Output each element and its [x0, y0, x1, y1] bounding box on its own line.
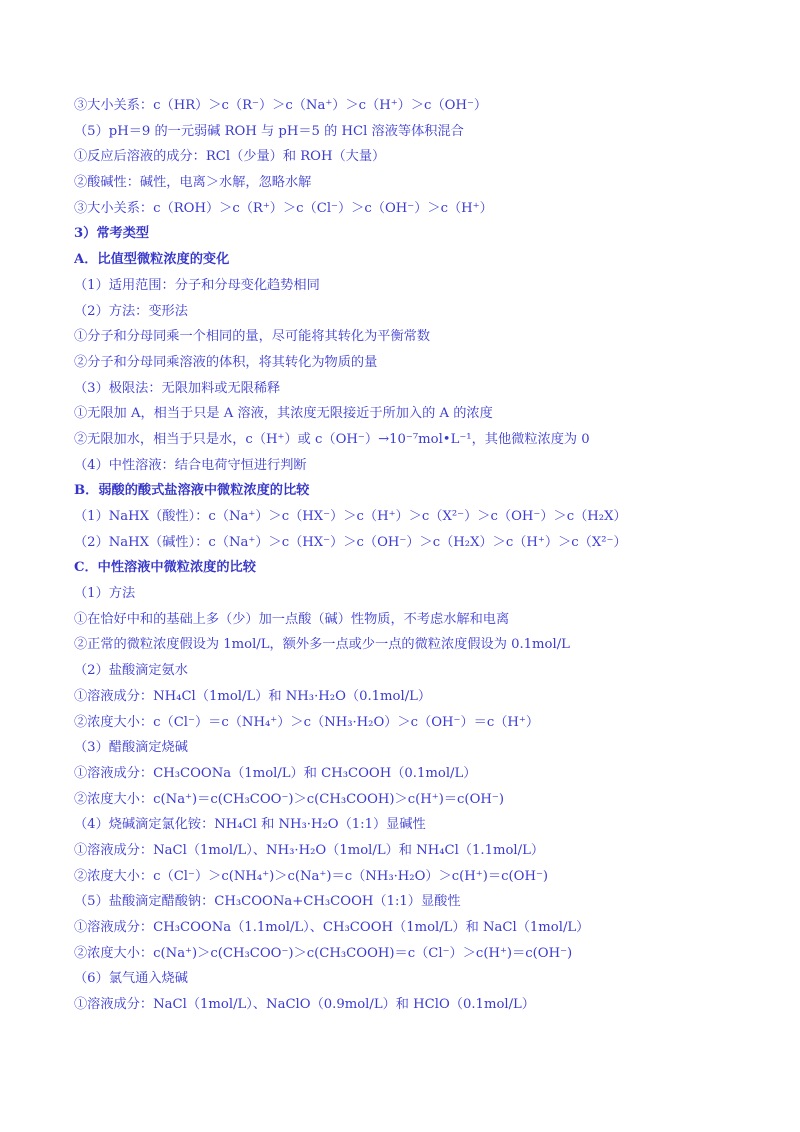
text-line: ②无限加水，相当于只是水，c（H⁺）或 c（OH⁻）→10⁻⁷mol•L⁻¹，其他微粒浓度为 0 — [74, 431, 590, 447]
section-heading: C．中性溶液中微粒浓度的比较 — [74, 560, 256, 576]
text-line: ②浓度大小：c(Na⁺)＝c(CH₃COO⁻)＞c(CH₃COOH)＞c(H⁺)＝c(OH⁻) — [74, 791, 504, 807]
text-line: （5）pH＝9 的一元弱碱 ROH 与 pH＝5 的 HCl 溶液等体积混合 — [74, 123, 464, 139]
text-line: （4）中性溶液：结合电荷守恒进行判断 — [74, 457, 307, 473]
text-line: ①分子和分母同乘一个相同的量，尽可能将其转化为平衡常数 — [74, 329, 431, 345]
text-line: ②浓度大小：c（Cl⁻）＞c(NH₄⁺)＞c(Na⁺)＝c（NH₃·H₂O）＞c(H⁺)＝c(OH⁻) — [74, 868, 549, 884]
text-line: ②分子和分母同乘溶液的体积，将其转化为物质的量 — [74, 354, 378, 370]
text-line: ①在恰好中和的基础上多（少）加一点酸（碱）性物质，不考虑水解和电离 — [74, 611, 510, 627]
text-line: ①反应后溶液的成分：RCl（少量）和 ROH（大量） — [74, 149, 386, 165]
text-line: ②浓度大小：c(Na⁺)＞c(CH₃COO⁻)＞c(CH₃COOH)＝c（Cl⁻）＞c(H⁺)＝c(OH⁻) — [74, 945, 573, 961]
text-line: ①溶液成分：CH₃COONa（1.1mol/L）、CH₃COOH（1mol/L）和 NaCl（1mol/L） — [74, 920, 590, 935]
text-line: ①溶液成分：NH₄Cl（1mol/L）和 NH₃·H₂O（0.1mol/L） — [74, 688, 432, 704]
text-line: （1）适用范围：分子和分母变化趋势相同 — [74, 277, 320, 293]
text-line: ②酸碱性：碱性，电离＞水解，忽略水解 — [74, 175, 312, 191]
text-line: （4）烧碱滴定氯化铵：NH₄Cl 和 NH₃·H₂O（1:1）显碱性 — [74, 817, 426, 833]
text-line: （1）NaHX（酸性）：c（Na⁺）＞c（HX⁻）＞c（H⁺）＞c（X²⁻）＞c（OH⁻）＞c（H₂X） — [74, 509, 627, 524]
document-body — [74, 93, 734, 1018]
section-heading: 3）常考类型 — [74, 226, 150, 242]
text-line: （3）醋酸滴定烧碱 — [74, 740, 188, 756]
text-line: ①溶液成分：NaCl（1mol/L）、NaClO（0.9mol/L）和 HClO（0.1mol/L） — [74, 997, 535, 1013]
text-line: （2）方法：变形法 — [74, 303, 188, 319]
text-line: ②正常的微粒浓度假设为 1mol/L，额外多一点或少一点的微粒浓度假设为 0.1mol/L — [74, 637, 570, 653]
text-line: （3）极限法：无限加料或无限稀释 — [74, 380, 281, 396]
text-line: （1）方法 — [74, 586, 136, 602]
text-line: （2）NaHX（碱性）：c（Na⁺）＞c（HX⁻）＞c（OH⁻）＞c（H₂X）＞c（H⁺）＞c（X²⁻） — [74, 534, 627, 550]
section-heading: B．弱酸的酸式盐溶液中微粒浓度的比较 — [74, 483, 310, 499]
text-line: （6）氯气通入烧碱 — [74, 971, 188, 987]
text-line: ①溶液成分：CH₃COONa（1mol/L）和 CH₃COOH（0.1mol/L） — [74, 765, 477, 781]
text-line: ①无限加 A，相当于只是 A 溶液，其浓度无限接近于所加入的 A 的浓度 — [74, 406, 493, 422]
text-line: ③大小关系：c（HR）＞c（R⁻）＞c（Na⁺）＞c（H⁺）＞c（OH⁻） — [74, 98, 488, 113]
text-line: （5）盐酸滴定醋酸钠：CH₃COONa+CH₃COOH（1:1）显酸性 — [74, 894, 461, 910]
text-line: （2）盐酸滴定氨水 — [74, 663, 188, 679]
text-line: ③大小关系：c（ROH）＞c（R⁺）＞c（Cl⁻）＞c（OH⁻）＞c（H⁺） — [74, 200, 493, 216]
text-line: ①溶液成分：NaCl（1mol/L）、NH₃·H₂O（1mol/L）和 NH₄Cl（1.1mol/L） — [74, 842, 545, 858]
text-line: ②浓度大小：c（Cl⁻）＝c（NH₄⁺）＞c（NH₃·H₂O）＞c（OH⁻）＝c（H⁺） — [74, 714, 540, 730]
section-heading: A．比值型微粒浓度的变化 — [74, 252, 230, 268]
